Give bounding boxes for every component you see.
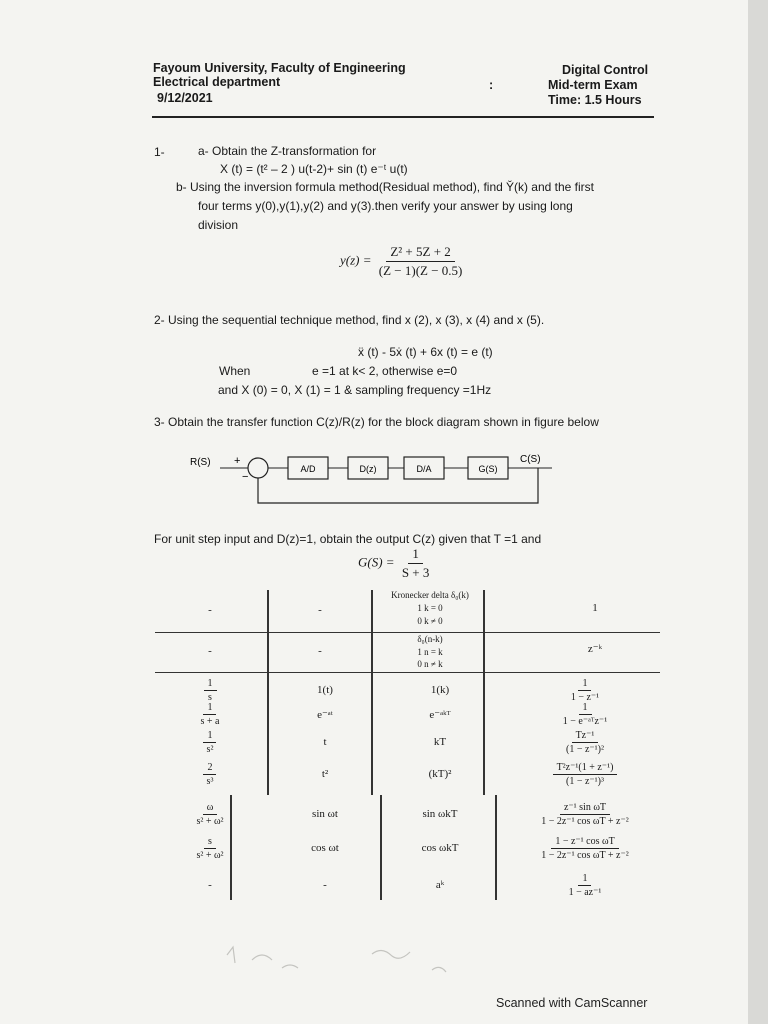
row6-t: t² — [321, 768, 329, 780]
block-diagram — [180, 448, 560, 510]
row5-t: t — [323, 736, 327, 748]
q1-number: 1- — [154, 145, 165, 159]
row1-t: - — [318, 604, 322, 616]
row7-s-denominator: s² + ω² — [196, 816, 224, 827]
row5-z-numerator: Tz⁻¹ — [572, 730, 599, 743]
row9-z-denominator: 1 − az⁻¹ — [568, 887, 602, 898]
row2-k-case2: 0 n ≠ k — [417, 659, 443, 669]
row3-z-fraction — [567, 678, 603, 703]
header-rule — [152, 116, 654, 118]
row6-k: (kT)² — [428, 768, 452, 780]
row8-z-fraction — [537, 836, 633, 861]
row4-z-fraction — [559, 702, 611, 727]
gs-block-label: G(S) — [478, 464, 498, 474]
row6-s-fraction — [203, 762, 218, 787]
q1b-line1: b- Using the inversion formula method(Residual method), find Y̆(k) and the first — [176, 180, 594, 194]
row3-z-numerator: 1 — [578, 678, 591, 691]
q2-text: 2- Using the sequential technique method, find x (2), x (3), x (4) and x (5). — [154, 313, 545, 327]
row8-t: cos ωt — [311, 842, 339, 854]
row9-z-fraction — [565, 873, 606, 898]
row6-s-numerator: 2 — [203, 762, 216, 775]
row6-s-denominator: s³ — [206, 776, 214, 787]
q1-eq-denominator: (Z − 1)(Z − 0.5) — [378, 263, 463, 278]
exam-type: Mid-term Exam — [548, 78, 638, 92]
row4-s — [190, 702, 230, 727]
exam-duration: Time: 1.5 Hours — [548, 93, 642, 107]
row6-z-denominator: (1 − z⁻¹)³ — [565, 776, 604, 787]
row2-z: z⁻ᵏ — [587, 643, 603, 655]
table-vline-5 — [380, 795, 382, 900]
q2-initial-conditions: and X (0) = 0, X (1) = 1 & sampling frequency =1Hz — [218, 383, 492, 397]
row3-t: 1(t) — [317, 684, 333, 696]
row7-z-numerator: z⁻¹ sin ωT — [560, 802, 610, 815]
table-hline-1 — [155, 632, 660, 633]
da-block-label: D/A — [416, 464, 432, 474]
gs-numerator: 1 — [408, 546, 423, 564]
table-vline-2 — [371, 590, 373, 795]
row4-z — [525, 702, 645, 727]
q1-eq-numerator: Z² + 5Z + 2 — [386, 244, 454, 262]
row6-z-fraction — [553, 762, 618, 787]
table-hline-2 — [155, 672, 660, 673]
row7-z — [525, 802, 645, 827]
university-name: Fayoum University, Faculty of Engineering — [153, 61, 406, 75]
row9-t: - — [323, 879, 327, 891]
gs-denominator: S + 3 — [401, 565, 430, 580]
table-vline-1 — [267, 590, 269, 795]
handwriting-scribble — [222, 940, 482, 985]
row7-s-fraction — [192, 802, 227, 827]
row4-t: e⁻ᵃᵗ — [317, 709, 333, 721]
row4-s-fraction — [197, 702, 224, 727]
q3-step-text: For unit step input and D(z)=1, obtain the output C(z) given that T =1 and — [154, 532, 542, 546]
summing-junction — [248, 458, 268, 478]
scanner-watermark: Scanned with CamScanner — [496, 996, 648, 1010]
row5-k: kT — [433, 736, 447, 748]
row3-s-numerator: 1 — [204, 678, 217, 691]
diagram-plus-sign: + — [234, 455, 241, 467]
course-name: Digital Control — [562, 63, 649, 77]
table-vline-6 — [495, 795, 497, 900]
row2-k-case1: 1 n = k — [417, 647, 443, 657]
q2-equation: ẍ (t) - 5ẋ (t) + 6x (t) = e (t) — [358, 345, 493, 359]
row9-z — [525, 873, 645, 898]
row5-s-numerator: 1 — [203, 730, 216, 743]
q1a-text: a- Obtain the Z-transformation for — [198, 144, 377, 158]
q2-when: When — [219, 364, 251, 378]
q1-eq-lhs: y(z) = — [340, 252, 372, 268]
row8-s-fraction — [192, 836, 227, 861]
diagram-input-label: R(S) — [190, 457, 211, 468]
diagram-minus-sign: − — [242, 471, 249, 483]
row8-s-denominator: s² + ω² — [196, 850, 224, 861]
diagram-output-label: C(S) — [520, 454, 541, 465]
q1-equation — [340, 244, 466, 279]
row5-z-denominator: (1 − z⁻¹)² — [565, 744, 604, 755]
q3-text: 3- Obtain the transfer function C(z)/R(z) for the block diagram shown in figure below — [154, 415, 599, 429]
row8-z-numerator: 1 − z⁻¹ cos ωT — [551, 836, 618, 849]
row7-k: sin ωkT — [422, 808, 458, 820]
row6-z-numerator: T²z⁻¹(1 + z⁻¹) — [553, 762, 618, 775]
row2-s: - — [208, 645, 212, 657]
row7-z-denominator: 1 − 2z⁻¹ cos ωT + z⁻² — [541, 816, 629, 827]
row5-z — [525, 730, 645, 755]
row3-z-denominator: 1 − z⁻¹ — [570, 692, 600, 703]
row3-s-denominator: s — [208, 692, 212, 703]
row8-z-denominator: 1 − 2z⁻¹ cos ωT + z⁻² — [541, 850, 629, 861]
row7-t: sin ωt — [312, 808, 338, 820]
row5-s — [190, 730, 230, 755]
row1-k-label: Kronecker delta δ₀(k) — [391, 590, 469, 600]
row7-s — [190, 802, 230, 827]
row8-z — [525, 836, 645, 861]
row5-s-denominator: s² — [206, 744, 214, 755]
gs-equation — [358, 546, 433, 581]
ad-block-label: A/D — [300, 464, 316, 474]
exam-date: 9/12/2021 — [157, 91, 213, 105]
row4-k: e⁻ᵃᵏᵀ — [429, 709, 451, 721]
row9-s: - — [208, 879, 212, 891]
row3-z — [525, 678, 645, 703]
row4-z-numerator: 1 — [579, 702, 592, 715]
department-name: Electrical department — [153, 75, 281, 89]
table-vline-4 — [230, 795, 232, 900]
row2-k-label: δ₀(n-k) — [417, 634, 443, 644]
header-colon: : — [489, 78, 494, 92]
row6-s — [190, 762, 230, 787]
scan-edge — [748, 0, 768, 1024]
row7-z-fraction — [537, 802, 633, 827]
row9-z-numerator: 1 — [578, 873, 591, 886]
row9-k: aᵏ — [435, 879, 445, 891]
q1a-expression: X (t) = (t² – 2 ) u(t-2)+ sin (t) e⁻ᵗ u(t) — [220, 162, 408, 176]
row6-z — [525, 762, 645, 787]
row3-s-fraction — [204, 678, 217, 703]
row8-s-numerator: s — [204, 836, 216, 849]
row3-s — [190, 678, 230, 703]
row3-k: 1(k) — [430, 684, 450, 696]
row1-z: 1 — [592, 602, 598, 614]
row1-k-case2: 0 k ≠ 0 — [417, 616, 443, 626]
row5-s-fraction — [203, 730, 218, 755]
dz-block-label: D(z) — [359, 464, 377, 474]
row4-s-denominator: s + a — [200, 716, 220, 727]
q1b-line2: four terms y(0),y(1),y(2) and y(3).then verify your answer by using long — [198, 199, 573, 213]
row8-k: cos ωkT — [421, 842, 459, 854]
row1-k-case1: 1 k = 0 — [417, 603, 443, 613]
row4-s-numerator: 1 — [203, 702, 216, 715]
row2-t: - — [318, 645, 322, 657]
q1b-line3: division — [198, 218, 239, 232]
q2-condition: e =1 at k< 2, otherwise e=0 — [312, 364, 458, 378]
row8-s — [190, 836, 230, 861]
row5-z-fraction — [562, 730, 608, 755]
row1-s: - — [208, 604, 212, 616]
row4-z-denominator: 1 − e⁻ᵃᵀz⁻¹ — [562, 716, 608, 727]
gs-lhs: G(S) = — [358, 554, 395, 570]
row7-s-numerator: ω — [203, 802, 218, 815]
